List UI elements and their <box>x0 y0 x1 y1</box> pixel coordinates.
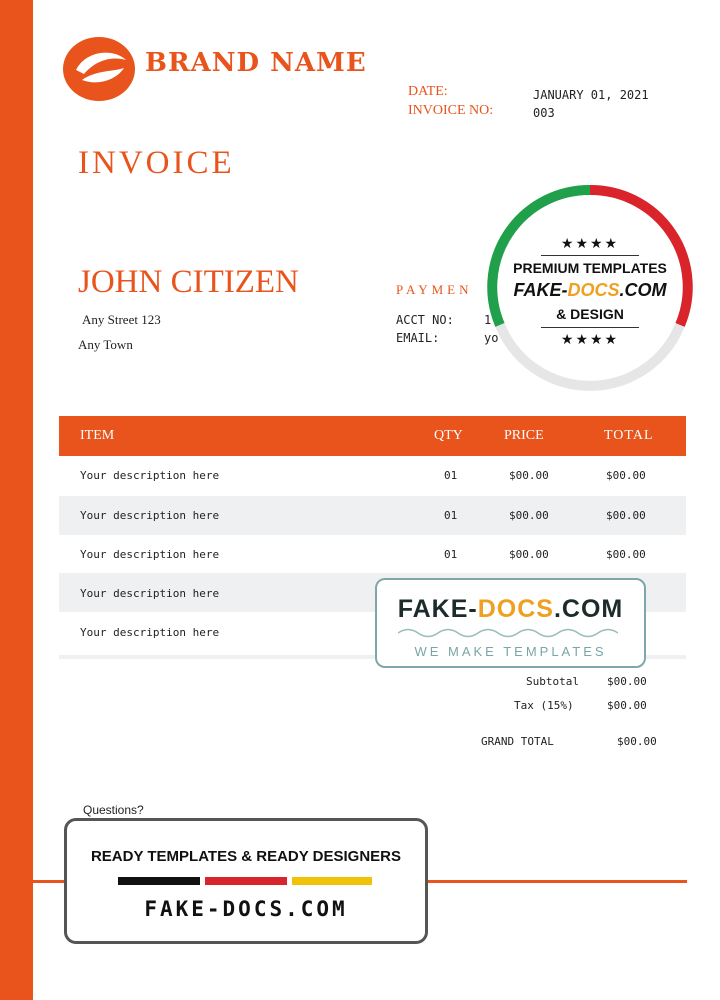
row-2-qty: 01 <box>444 509 458 522</box>
row-2-total: $00.00 <box>606 509 646 522</box>
brand-logo-icon <box>62 36 136 102</box>
invoice-title: INVOICE <box>78 145 235 181</box>
subtotal-value: $00.00 <box>607 675 647 688</box>
invoice-no-value: 003 <box>533 106 555 120</box>
row-1-qty: 01 <box>444 469 458 482</box>
row-5-item: Your description here <box>80 626 220 639</box>
row-3-price: $00.00 <box>509 548 549 561</box>
client-town: Any Town <box>78 337 133 352</box>
grand-total-value: $00.00 <box>617 735 657 748</box>
row-2-price: $00.00 <box>509 509 549 522</box>
email-label: EMAIL: <box>396 331 440 345</box>
date-label: DATE: <box>408 84 448 99</box>
row-2-item: Your description here <box>80 509 220 522</box>
stamp-stars-top: ★★★★ <box>560 235 620 251</box>
row-4-item: Your description here <box>80 587 220 600</box>
row-1-total: $00.00 <box>606 469 646 482</box>
row-3-total: $00.00 <box>606 548 646 561</box>
col-header-total: TOTAL <box>604 428 654 443</box>
ready-templates-brand: FAKE-DOCS.COM <box>144 897 348 921</box>
items-table-header <box>59 416 686 456</box>
payment-title: PAYMEN <box>396 282 473 297</box>
stamp-rule-bottom <box>541 327 639 328</box>
grand-total-label: GRAND TOTAL <box>481 735 554 748</box>
stamp-line-design: & DESIGN <box>556 306 624 322</box>
date-value: JANUARY 01, 2021 <box>533 88 649 102</box>
row-1-price: $00.00 <box>509 469 549 482</box>
email-value: yo <box>484 331 499 345</box>
acct-no-value: 1 <box>484 313 492 327</box>
row-3-qty: 01 <box>444 548 458 561</box>
side-accent-bar <box>0 0 33 1000</box>
flag-stripe-yellow <box>292 877 372 885</box>
client-street: Any Street 123 <box>82 312 161 327</box>
col-header-price: PRICE <box>504 428 544 443</box>
flag-stripe-red <box>205 877 287 885</box>
questions-label: Questions? <box>83 803 144 817</box>
acct-no-label: ACCT NO: <box>396 313 454 327</box>
stamp-rule-top <box>541 255 639 256</box>
stamp-line-brand: FAKE-DOCS.COM <box>513 280 667 300</box>
invoice-no-label: INVOICE NO: <box>408 103 494 118</box>
row-1-item: Your description here <box>80 469 220 482</box>
brand-name: BRAND NAME <box>145 48 367 78</box>
wave-divider-icon <box>398 626 618 640</box>
subtotal-label: Subtotal <box>526 675 579 688</box>
stamp-line-premium: PREMIUM TEMPLATES <box>513 260 667 276</box>
col-header-item: ITEM <box>80 428 115 443</box>
watermark-subtitle: WE MAKE TEMPLATES <box>414 644 607 659</box>
flag-stripe-black <box>118 877 200 885</box>
ready-templates-title: READY TEMPLATES & READY DESIGNERS <box>90 848 402 865</box>
watermark-brand-title: FAKE-DOCS.COM <box>397 595 624 623</box>
tax-label: Tax (15%) <box>514 699 574 712</box>
stamp-stars-bottom: ★★★★ <box>560 331 620 347</box>
client-name: JOHN CITIZEN <box>78 264 299 300</box>
col-header-qty: QTY <box>434 428 463 443</box>
row-3-item: Your description here <box>80 548 220 561</box>
tax-value: $00.00 <box>607 699 647 712</box>
